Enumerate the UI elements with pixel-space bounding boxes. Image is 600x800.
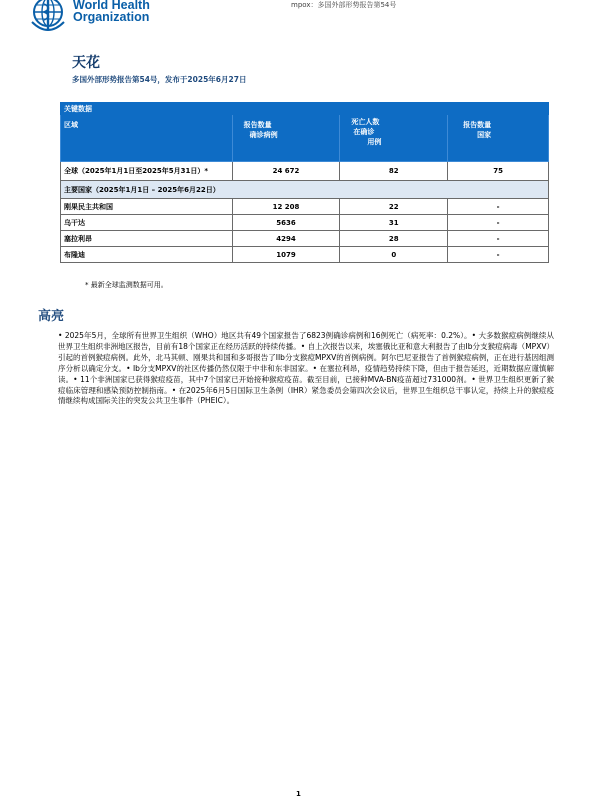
table-caption-row [61,103,549,115]
country-name: 布隆迪 [61,247,233,263]
global-region: 全球（2025年1月1日至2025年5月31日）* [61,162,233,181]
org-name-line2: Organization [73,9,150,24]
header-cases-line1: 报告数量 [243,121,272,129]
header-countries-line1: 报告数量 [463,121,492,129]
table-group-row [61,181,549,199]
country-countries: - [448,199,549,215]
organization-name [73,0,150,23]
highlights-paragraph: • 2025年5月，全球所有世界卫生组织（WHO）地区共有49个国家报告了6823例确诊病例和16例死亡（病死率：0.2%）。• 大多数猴痘病例继续从世界卫生组织非洲地区报告，目前有18个国家正在经历活跃的持续传播。• 自上次报告以来，埃塞俄比亚和意大利报告了由Ib分支猴痘病毒（MPXV）引起的首例猴痘病例。此外，北马其顿、刚果共和国和多哥报告了IIb分支猴痘MPXV的首例病例。阿尔巴尼亚报告了首例猴痘病例，正在进行基因组测序分析以确定分支。• Ib分支MPXV的社区传播仍然仅限于中非和东非国家。• 在塞拉利昂，疫情趋势持续下降，但由于报告延迟，近期数据应谨慎解读。• 11个非洲国家已获得猴痘疫苗，其中7个国家已开始接种猴痘疫苗。截至目前，已接种MVA-BN疫苗超过731000剂。• 世界卫生组织更新了猴痘临床管理和感染预防控制指南。• 在2025年6月5日国际卫生条例（IHR）紧急委员会第四次会议后，世界卫生组织总干事认定，持续上升的猴痘疫情继续构成国际关注的突发公共卫生事件（PHEIC）。 [58,331,554,406]
header-cases-line2: 确诊病例 [249,131,278,139]
page-number: 1 [296,790,301,798]
header-region-label: 区域 [64,121,78,129]
header-countries [448,115,549,162]
group-label: 主要国家（2025年1月1日 – 2025年6月22日） [61,181,549,199]
key-data-table [60,102,549,263]
page-subtitle: 多国外部形势报告第54号，发布于2025年6月27日 [72,75,247,84]
country-countries: - [448,231,549,247]
table-footnote: * 最新全球监测数据可用。 [85,281,168,289]
page-title: 天花 [72,55,100,71]
who-emblem-icon [30,0,70,32]
country-deaths: 22 [340,199,448,215]
highlights-heading: 高亮 [38,309,65,324]
country-countries: - [448,215,549,231]
table-row [61,199,549,215]
global-cases: 24 672 [232,162,340,181]
header-countries-line2: 国家 [477,131,492,139]
global-deaths: 82 [340,162,448,181]
country-deaths: 31 [340,215,448,231]
who-logo [30,0,150,32]
country-cases: 4294 [232,231,340,247]
country-cases: 1079 [232,247,340,263]
running-header: mpox：多国外部形势报告第54号 [291,1,397,9]
country-name: 刚果民主共和国 [61,199,233,215]
country-name: 塞拉利昂 [61,231,233,247]
header-deaths-line1: 死亡人数 [351,118,380,126]
header-region [61,115,233,162]
table-row-global [61,162,549,181]
country-name: 乌干达 [61,215,233,231]
country-countries: - [448,247,549,263]
header-cases [232,115,340,162]
table-caption: 关键数据 [61,103,549,115]
global-countries: 75 [448,162,549,181]
org-name-line1: World Health [73,0,150,12]
country-cases: 12 208 [232,199,340,215]
table-row [61,247,549,263]
header-deaths-line2: 在确诊 [353,128,375,136]
header-deaths-line3: 用例 [367,138,382,146]
country-cases: 5636 [232,215,340,231]
table-header-row [61,115,549,162]
country-deaths: 0 [340,247,448,263]
header-deaths [340,115,448,162]
table-row [61,231,549,247]
country-deaths: 28 [340,231,448,247]
table-row [61,215,549,231]
